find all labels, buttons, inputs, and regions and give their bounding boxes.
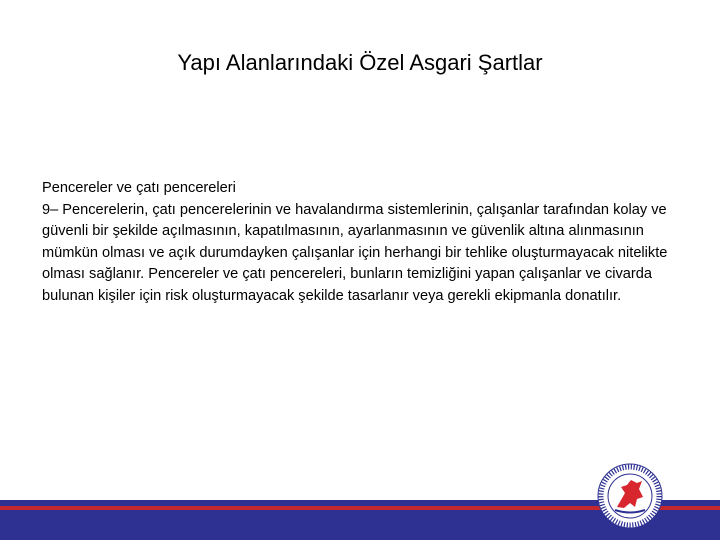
university-seal-icon xyxy=(597,463,663,529)
body-paragraph: 9– Pencerelerin, çatı pencerelerinin ve havalandırma sistemlerinin, çalışanlar tarafından kolay ve güvenli bir şekilde açılmasının, kapatılmasının, ayarlanmasının ve güvenlik altına alınmasının mümkün olması ve açık durumdayken çalışanlar için herhangi bir tehlike oluşturmayacak nitelikte olması sağlanır. Pencereler ve çatı pencereleri, bunların temizliğini yapan çalışanlar ve civarda bulunan kişiler için risk oluşturmayacak şekilde tasarlanır veya gerekli ekipmanla donatılır. xyxy=(42,201,668,304)
slide-title: Yapı Alanlarındaki Özel Asgari Şartlar xyxy=(177,50,543,75)
section-heading: Pencereler ve çatı pencereleri xyxy=(42,180,236,196)
slide-body xyxy=(42,178,682,307)
